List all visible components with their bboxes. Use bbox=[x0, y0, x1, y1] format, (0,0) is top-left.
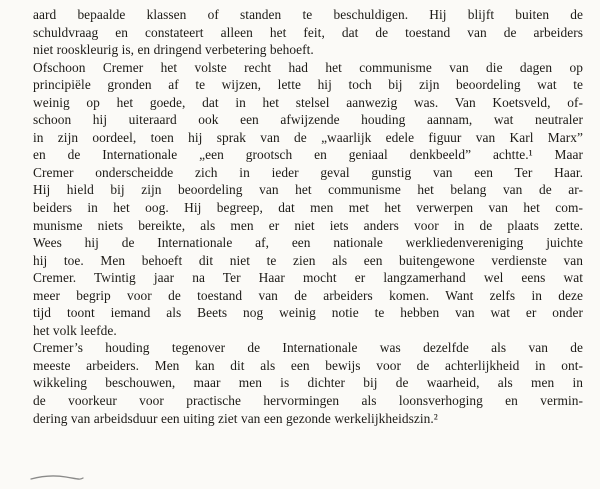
text-line: Cremer. Twintig jaar na Ter Haar mocht er langzamerhand wel eens wat bbox=[33, 270, 583, 286]
text-line: hij toe. Men behoeft dit niet te zien als een buitengewone verdienste van bbox=[33, 252, 583, 268]
text-line: het volk leefde. bbox=[33, 322, 117, 338]
text-line: dering van arbeidsduur een uiting ziet van een gezonde werkelijkheidszin.² bbox=[33, 410, 438, 426]
text-line: munisme niets bereikte, als men er niet iets anders voor in de plaats zette. bbox=[33, 217, 583, 233]
text-line: aard bepaalde klassen of standen te beschuldigen. Hij blijft buiten de bbox=[33, 7, 583, 22]
text-line: weinig op het goede, dat in het stelsel aanwezig was. Van Koetsveld, of- bbox=[33, 94, 583, 110]
text-line: en de Internationale „een grootsch en geniaal denkbeeld” achtte.¹ Maar bbox=[33, 147, 583, 163]
text-line: in zijn oordeel, toen hij sprak van de „waarlijk edele figuur van Karl Marx” bbox=[33, 129, 583, 145]
text-line: schuldvraag en constateert alleen het feit, dat de toestand van de arbeiders bbox=[33, 24, 583, 40]
text-line: niet rooskleurig is, en dringend verbetering behoeft. bbox=[33, 42, 314, 58]
text-line: tijd toont iemand als Beets nog weinig notie te hebben van wat er onder bbox=[33, 305, 583, 321]
text-line: Cremer’s houding tegenover de Internationale was dezelfde als van de bbox=[33, 340, 583, 356]
text-line: beiders in het oog. Hij begreep, dat men met het verwerpen van het com- bbox=[33, 200, 583, 216]
text-line: meeste arbeiders. Men kan dit als een bewijs voor de achterlijkheid in ont- bbox=[33, 357, 583, 373]
pencil-underline-mark bbox=[30, 474, 84, 482]
body-text bbox=[33, 6, 583, 427]
text-line: Ofschoon Cremer het volste recht had het communisme van die dagen op bbox=[33, 59, 583, 75]
text-line: Hij hield bij zijn beoordeling van het communisme het belang van de ar- bbox=[33, 182, 583, 198]
text-line: Wees hij de Internationale af, een nationale werkliedenvereniging juichte bbox=[33, 235, 583, 251]
text-line: de voorkeur voor practische hervormingen als loonsverhoging en vermin- bbox=[33, 393, 583, 409]
text-line: meer begrip voor de toestand van de arbeiders komen. Want zelfs in deze bbox=[33, 287, 583, 303]
text-line: Cremer onderscheidde zich in ieder geval gunstig van een Ter Haar. bbox=[33, 164, 583, 180]
text-line: schoon hij uiteraard ook een afwijzende houding aannam, wat neutraler bbox=[33, 112, 583, 128]
text-line: principiële gronden af te wijzen, lette hij toch bij zijn beoordeling wat te bbox=[33, 77, 583, 93]
text-line: wikkeling beschouwen, maar men is dichter bij de waarheid, als men in bbox=[33, 375, 583, 391]
